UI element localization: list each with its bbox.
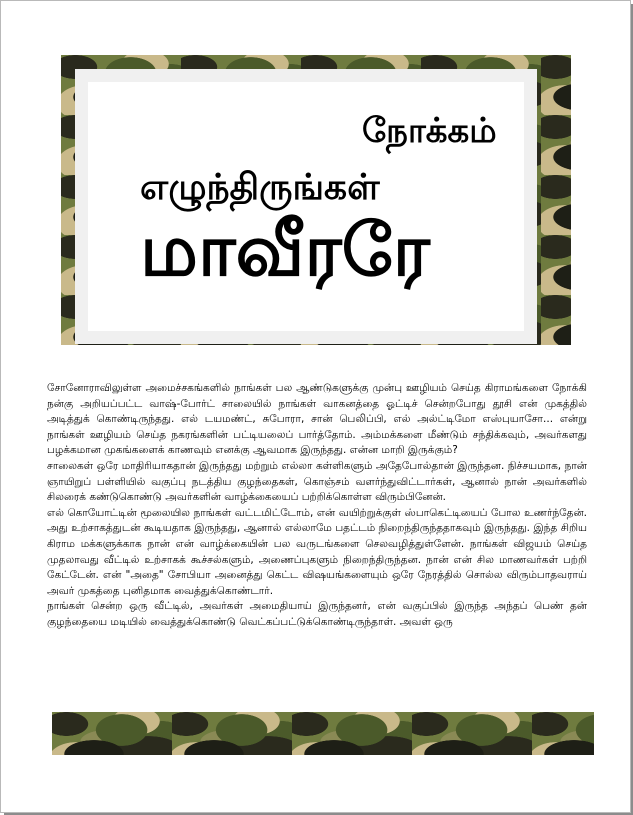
banner-title-large: மாவீரரே (140, 208, 430, 292)
banner-title-small: நோக்கம் (362, 111, 497, 151)
camouflage-footer-band (52, 712, 594, 755)
article-paragraph: நாங்கள் சென்ற ஒரு வீட்டில், அவர்கள் அமைதியாய் இருந்தனர், என் வகுப்பில் இருந்த அந்தப் பெண் தன் குழந்தையை மடியில் வைத்துக்கொண்டு வெட்கப்பட்டுக்கொண்டிருந்தாள். அவள் ஒரு (47, 600, 587, 628)
article-paragraph: சாலைகள் ஒரே மாதிரியாகதான் இருந்தது மற்றும் எல்லா கள்ளிகளும் அதேபோல்தான் இருந்தன. நிச்சயமாக, நான் ஞாயிறுப் பள்ளியில் வகுப்பு நடத்திய குழந்தைகள், கொஞ்சம் வளர்ந்துவிட்டார்கள், ஆனால் நான் அவர்களில் சிலரைக் கண்டுகொண்டு அவர்களின் வாழ்க்கையைப் பற்றிக்கொள்ள விரும்பினேன். (47, 459, 587, 504)
article-paragraph: சோனோராவிலுள்ள அமைச்சகங்களில் நாங்கள் பல ஆண்டுகளுக்கு முன்பு ஊழியம் செய்த கிராமங்களை நோக்கி நன்கு அறியப்பட்ட வாஷ்-போர்ட் சாலையில் நாங்கள் வாகனத்தை ஓட்டிச் சென்றபோது தூசி என் முகத்தில் அடித்துக் கொண்டிருந்தது. எல் டயமண்ட், சுபோரா, சான் பெலிப்பி, எல் அல்ட்டிமோ எஸ்புயாசோ... என்று நாங்கள் ஊழியம் செய்த நகரங்களின் பட்டியலைப் பார்த்தோம். அம்மக்களை மீண்டும் சந்திக்கவும், அவர்களது பழக்கமான முகங்களைக் காணவும் எனக்கு ஆவமாக இருந்தது. என்ன மாறி இருக்கும்? (47, 382, 587, 457)
article-body (47, 381, 587, 631)
banner-title-mid: எழுந்திருங்கள் (140, 167, 380, 208)
article-paragraph: எல் கொயோட்டின் மூலையில நாங்கள் வட்டமிட்டோம், என் வயிற்றுக்குள் ஸ்பாகெட்டியைப் போல உணர்ந்தேன். அது உற்சாகத்துடன் கூடியதாக இருந்தது, ஆனால் எல்லாமே பதட்டம் நிறைந்திருந்ததாகவும் இருந்தது. இந்த சிறிய கிராம மக்களுக்காக நான் என் வாழ்க்கையின் பல வருடங்களை செலவழித்துள்ளேன். நாங்கள் விஜயம் செய்த முதலாவது வீட்டில் உற்சாகக் கூச்சல்களும், அணைப்புகளும் நிறைந்திருந்தன. நான் என் சில மாணவர்கள் பற்றி கேட்டேன். என் "அதை" சோபியா அனைத்து கெட்ட விஷயங்களையும் ஒரே நேரத்தில் சொல்ல விரும்பாதவராய் அவர் முகத்தை புனிதமாக வைத்துக்கொண்டார். (47, 506, 587, 597)
